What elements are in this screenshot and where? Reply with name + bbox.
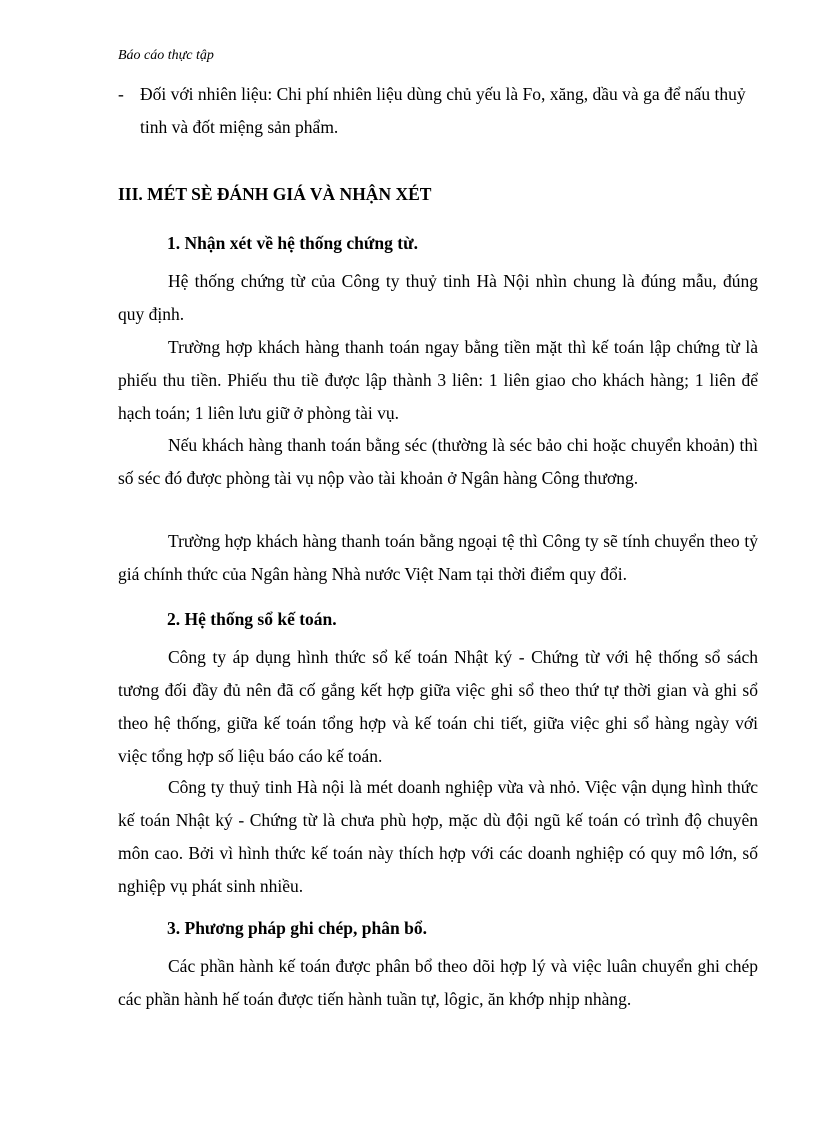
fuel-bullet-item <box>118 78 758 144</box>
paragraph: Các phần hành kế toán được phân bổ theo dõi hợp lý và việc luân chuyển ghi chép các phần hành hế toán được tiến hành tuần tự, lôgic, ăn khớp nhịp nhàng. <box>118 956 758 1009</box>
paragraph: Hệ thống chứng từ của Công ty thuỷ tinh Hà Nội nhìn chung là đúng mẫu, đúng quy định. <box>118 271 758 324</box>
paragraph: Nếu khách hàng thanh toán bằng séc (thường là séc bảo chi hoặc chuyển khoản) thì số séc đó được phòng tài vụ nộp vào tài khoản ở Ngân hàng Công thương. <box>118 435 758 488</box>
section-heading: III. MÉT SÈ ĐÁNH GIÁ VÀ NHẬN XÉT <box>118 184 432 204</box>
subheading-3: 3. Phương pháp ghi chép, phân bổ. <box>167 918 427 938</box>
subheading-2: 2. Hệ thống sổ kế toán. <box>167 609 337 629</box>
paragraph: Công ty áp dụng hình thức sổ kế toán Nhật ký - Chứng từ với hệ thống sổ sách tương đối đầy đủ nên đã cố gắng kết hợp giữa việc ghi sổ theo thứ tự thời gian và ghi sổ theo hệ thống, giữa kế toán tổng hợp và kế toán chi tiết, giữa việc ghi sổ hàng ngày với việc tổng hợp số liệu báo cáo kế toán. <box>118 647 758 766</box>
running-header: Báo cáo thực tập <box>118 48 214 63</box>
paragraph: Trường hợp khách hàng thanh toán bằng ngoại tệ thì Công ty sẽ tính chuyển theo tỷ giá chính thức của Ngân hàng Nhà nước Việt Nam tại thời điểm quy đổi. <box>118 531 758 584</box>
bullet-text: Đối với nhiên liệu: Chi phí nhiên liệu dùng chủ yếu là Fo, xăng, dầu và ga để nấu thuỷ tinh và đốt miệng sản phẩm. <box>140 84 746 137</box>
paragraph: Công ty thuỷ tinh Hà nội là mét doanh nghiệp vừa và nhỏ. Việc vận dụng hình thức kế toán Nhật ký - Chứng từ là chưa phù hợp, mặc dù đội ngũ kế toán có trình độ chuyên môn cao. Bởi vì hình thức kế toán này thích hợp với các doanh nghiệp có quy mô lớn, số nghiệp vụ phát sinh nhiều. <box>118 777 758 896</box>
paragraph: Trường hợp khách hàng thanh toán ngay bằng tiền mặt thì kế toán lập chứng từ là phiếu thu tiền. Phiếu thu tiề được lập thành 3 liên: 1 liên giao cho khách hàng; 1 liên để hạch toán; 1 liên lưu giữ ở phòng tài vụ. <box>118 337 758 423</box>
subheading-1: 1. Nhận xét về hệ thống chứng từ. <box>167 233 418 253</box>
bullet-dash: - <box>118 84 124 104</box>
